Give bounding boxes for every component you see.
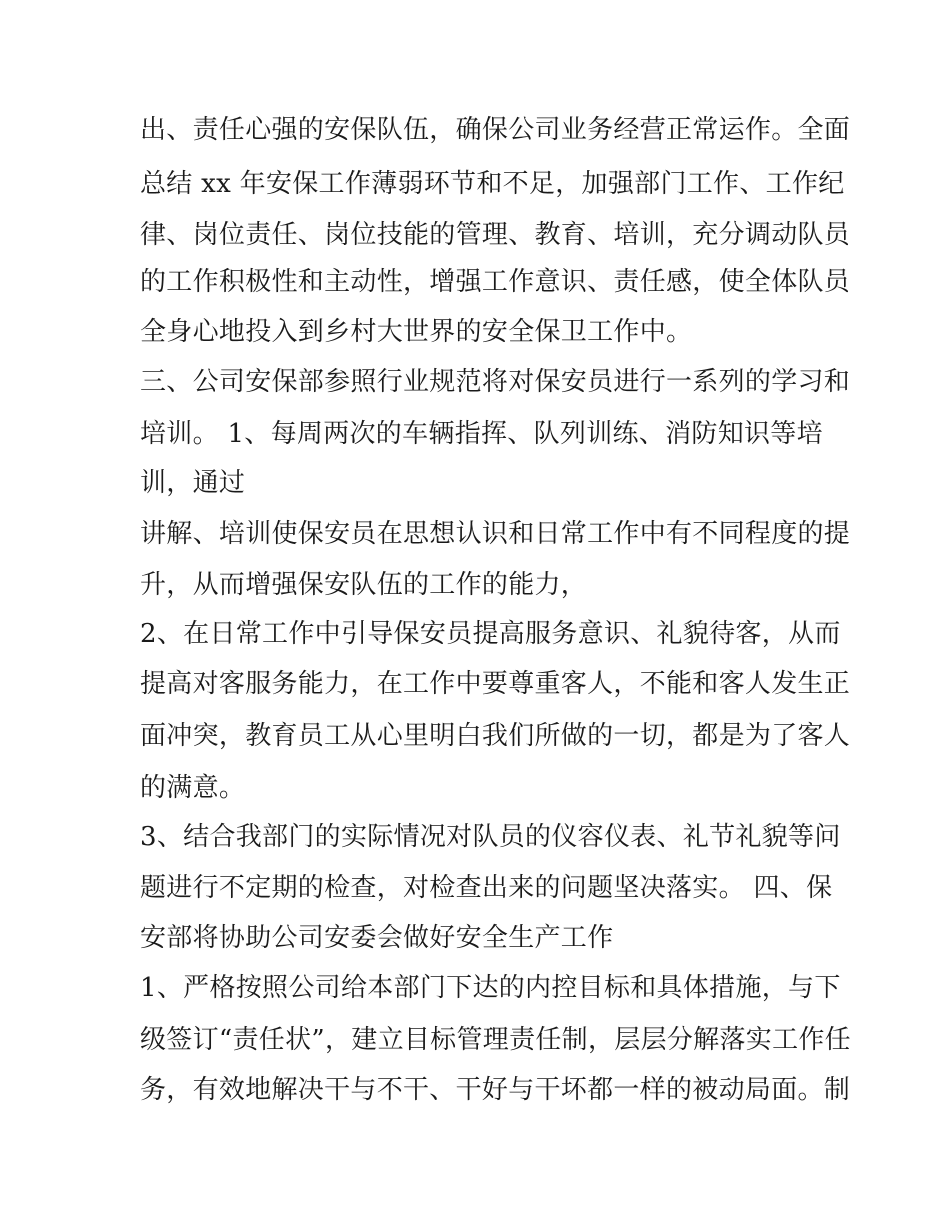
text-line: 2、在日常工作中引导保安员提高服务意识、礼貌待客，从而 — [140, 619, 841, 649]
text-line: 讲解、培训使保安员在思想认识和日常工作中有不同程度的提 — [140, 519, 851, 549]
text-line: 题进行不定期的检查，对检查出来的问题坚决落实。 四、保 — [140, 873, 833, 903]
text-line: 面冲突，教育员工从心里明白我们所做的一切，都是为了客人 — [140, 721, 851, 751]
text-line: 级签订“责任状”，建立目标管理责任制，层层分解落实工作任 — [140, 1025, 851, 1055]
text-line: 安部将协助公司安委会做好安全生产工作 — [140, 923, 614, 953]
text-line: 律、岗位责任、岗位技能的管理、教育、培训，充分调动队员 — [140, 220, 851, 250]
text-line: 培训。 1、每周两次的车辆指挥、队列训练、消防知识等培 — [140, 419, 823, 449]
text-line: 升，从而增强保安队伍的工作的能力， — [140, 570, 588, 600]
text-line: 1、严格按照公司给本部门下达的内控目标和具体措施，与下 — [140, 973, 841, 1003]
text-line: 训，通过 — [140, 468, 246, 498]
text-line: 全身心地投入到乡村大世界的安全保卫工作中。 — [140, 317, 693, 347]
text-line: 总结 xx 年安保工作薄弱环节和不足，加强部门工作、工作纪 — [140, 169, 845, 199]
text-line: 3、结合我部门的实际情况对队员的仪容仪表、礼节礼貌等问 — [140, 822, 841, 852]
text-line: 的工作积极性和主动性，增强工作意识、责任感，使全体队员 — [140, 267, 851, 297]
text-line: 务，有效地解决干与不干、干好与干坏都一样的被动局面。制 — [140, 1075, 851, 1105]
text-line: 的满意。 — [140, 773, 246, 803]
text-line: 出、责任心强的安保队伍，确保公司业务经营正常运作。全面 — [140, 115, 851, 145]
text-line: 三、公司安保部参照行业规范将对保安员进行一系列的学习和 — [140, 367, 851, 397]
text-line: 提高对客服务能力，在工作中要尊重客人，不能和客人发生正 — [140, 669, 851, 699]
